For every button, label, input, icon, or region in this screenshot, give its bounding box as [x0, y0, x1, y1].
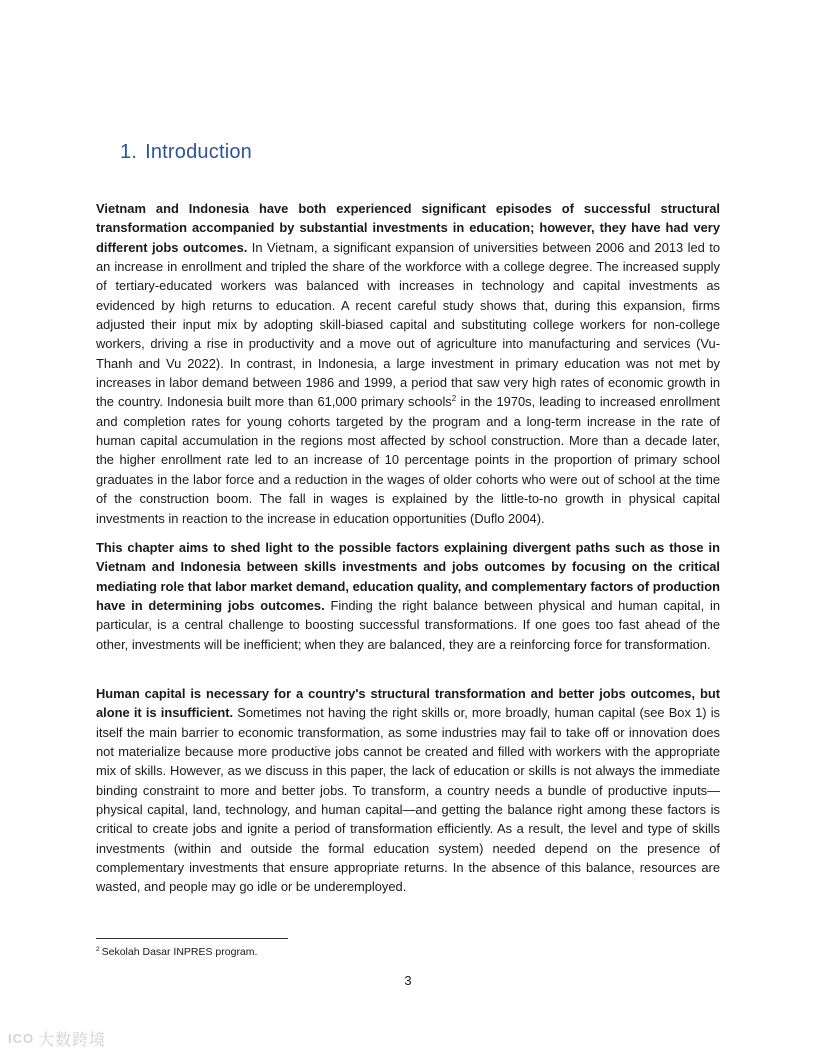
paragraph-lead: This chapter aims to shed light to the possible factors explaining divergent paths such as those in Vietnam and Indonesia between skills investments and jobs outcomes by focusing on the critical mediating role that labor market demand, education quality, and complementary factors of production have in determining jobs outcomes.: [96, 540, 720, 614]
paragraph-chapter-aims: [96, 538, 720, 654]
watermark-logo-icon: ICO: [8, 1031, 35, 1046]
section-heading: [120, 141, 252, 164]
paragraph-body-continued: in the 1970s, leading to increased enrollment and completion rates for young cohorts targeted by the program and a long-term increase in the rate of human capital accumulation in the regions most affected by school construction. More than a decade later, the higher enrollment rate led to an increase of 10 percentage points in the proportion of primary school graduates in the labor force and a reduction in the wages of older cohorts who were out of school at the time of the construction boom. The fall in wages is explained by the little-to-no growth in physical capital investments in reaction to the increase in education opportunities (Duflo 2004).: [96, 394, 720, 526]
paragraph-vietnam-indonesia: [96, 199, 720, 528]
paragraph-lead: Human capital is necessary for a country's structural transformation and better jobs outcomes, but alone it is insufficient.: [96, 686, 720, 721]
section-number: 1.: [120, 141, 138, 163]
paragraph-body: Finding the right balance between physical and human capital, in particular, is a central challenge to boosting successful transformations. If one goes too fast ahead of the other, investments will be inefficient; when they are balanced, they are a reinforcing force for transformation.: [96, 598, 720, 652]
paragraph-body: In Vietnam, a significant expansion of universities between 2006 and 2013 led to an increase in enrollment and tripled the share of the workforce with a college degree. The increased supply of tertiary-educated workers was balanced with increases in technology and capital investments as evidenced by high returns to education. A recent careful study shows that, during this expansion, firms adjusted their input mix by adopting skill-biased capital and substituting college workers for non-college workers, driving a rise in productivity and a move out of agriculture into manufacturing and services (Vu-Thanh and Vu 2022). In contrast, in Indonesia, a large investment in primary education was not met by increases in labor demand between 1986 and 1999, a period that saw very high rates of economic growth in the country. Indonesia built more than 61,000 primary schools: [96, 239, 720, 410]
footnote-divider: [96, 938, 288, 939]
footnote-text: Sekolah Dasar INPRES program.: [101, 946, 258, 958]
page-number: 3: [404, 973, 412, 988]
paragraph-human-capital: [96, 684, 720, 897]
watermark: [8, 1027, 106, 1050]
footnote-reference[interactable]: 2: [451, 394, 457, 404]
footnote: [96, 945, 257, 959]
section-title: Introduction: [145, 141, 253, 163]
paragraph-lead: Vietnam and Indonesia have both experienced significant episodes of successful structural transformation accompanied by substantial investments in education; however, they have had very different jobs outcomes.: [96, 201, 720, 255]
paragraph-body: Sometimes not having the right skills or, more broadly, human capital (see Box 1) is itself the main barrier to economic transformation, as some industries may fail to take off or innovation does not materialize because more productive jobs cannot be created and filled with workers with the appropriate mix of skills. However, as we discuss in this paper, the lack of education or skills is not always the immediate binding constraint to more and better jobs. To transform, a country needs a bundle of productive inputs—physical capital, land, technology, and human capital—and getting the balance right among these factors is critical to create jobs and ignite a period of transformation efficiently. As a result, the level and type of skills investments (within and outside the formal education system) needed depend on the presence of complementary investments that ensure appropriate returns. In the absence of this balance, resources are wasted, and people may go idle or be underemployed.: [96, 705, 720, 895]
watermark-text: 大数跨境: [38, 1032, 107, 1049]
footnote-marker: 2: [96, 946, 100, 953]
